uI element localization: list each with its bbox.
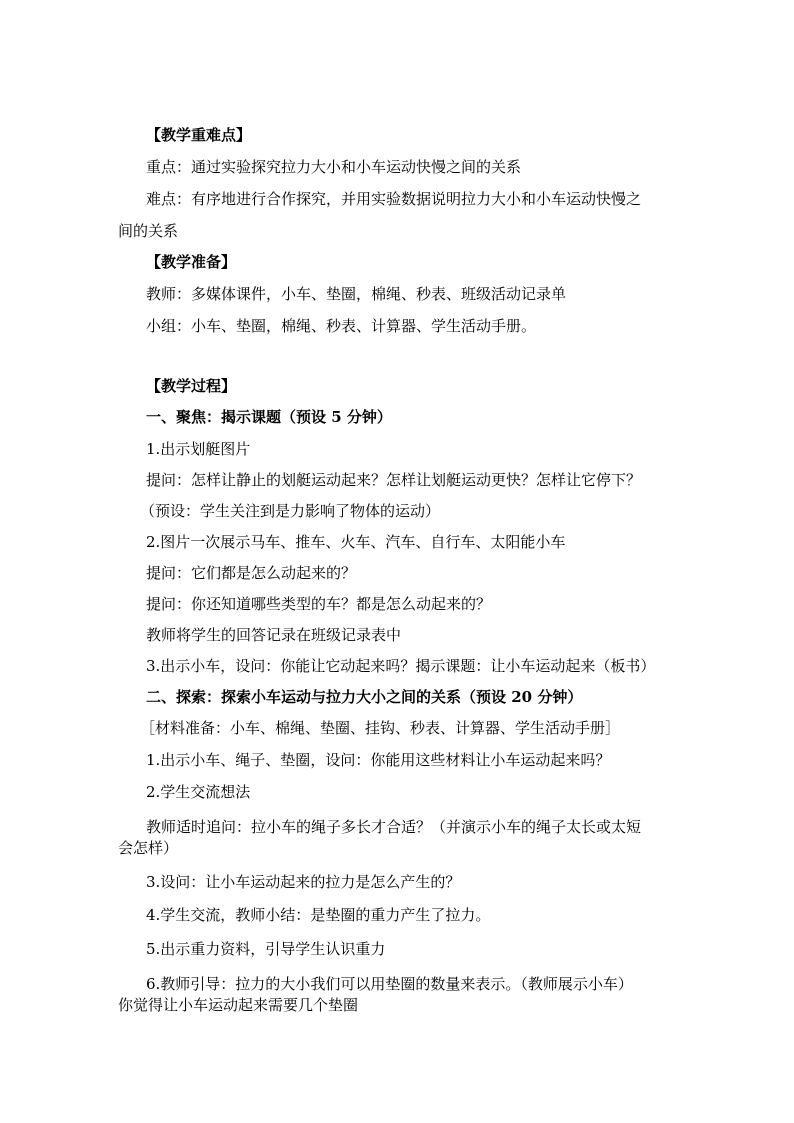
p1-question1: 提问：怎样让静止的划艇运动起来？怎样让划艇运动更快？怎样让它停下？ — [146, 471, 642, 489]
difficult-point-line-2: 间的关系 — [118, 222, 179, 240]
part2-heading: 二、探索：探索小车运动与拉力大小之间的关系（预设 20 分钟） — [146, 688, 583, 706]
process-heading: 【教学过程】 — [146, 377, 237, 395]
p2-step1: 1.出示小车、绳子、垫圈，设问：你能用这些材料让小车运动起来吗？ — [146, 751, 611, 769]
p2-materials: ［材料准备：小车、棉绳、垫圈、挂钩、秒表、计算器、学生活动手册］ — [140, 719, 621, 737]
p1-step1: 1.出示划艇图片 — [146, 440, 251, 458]
p1-question2: 提问：它们都是怎么动起来的？ — [146, 564, 357, 582]
p1-step2: 2.图片一次展示马车、推车、火车、汽车、自行车、太阳能小车 — [146, 533, 566, 551]
p2-step3: 3.设问：让小车运动起来的拉力是怎么产生的？ — [146, 873, 461, 891]
p1-question3: 提问：你还知道哪些类型的车？都是怎么动起来的？ — [146, 595, 492, 613]
p2-step2: 2.学生交流想法 — [146, 783, 251, 801]
p2-followup-line-1: 教师适时追问：拉小车的绳子多长才合适？（并演示小车的绳子太长或太短 — [146, 818, 642, 836]
key-point: 重点：通过实验探究拉力大小和小车运动快慢之间的关系 — [146, 158, 522, 176]
part1-heading: 一、聚焦：揭示课题（预设 5 分钟） — [146, 408, 392, 426]
p2-step6-line-1: 6.教师引导：拉力的大小我们可以用垫圈的数量来表示。（教师展示小车） — [146, 975, 633, 993]
difficulty-heading: 【教学重难点】 — [146, 126, 252, 144]
p2-step6-line-2: 你觉得让小车运动起来需要几个垫圈 — [118, 996, 359, 1014]
difficult-point-line-1: 难点：有序地进行合作探究，并用实验数据说明拉力大小和小车运动快慢之 — [146, 190, 642, 208]
p1-record: 教师将学生的回答记录在班级记录表中 — [146, 626, 402, 644]
prep-teacher: 教师：多媒体课件，小车、垫圈，棉绳、秒表、班级活动记录单 — [146, 285, 567, 303]
p2-step5: 5.出示重力资料，引导学生认识重力 — [146, 940, 386, 958]
p2-step4: 4.学生交流，教师小结：是垫圈的重力产生了拉力。 — [146, 906, 491, 924]
p1-step3: 3.出示小车，设问：你能让它动起来吗？揭示课题：让小车运动起来（板书） — [146, 657, 656, 675]
p1-preset: （预设：学生关注到是力影响了物体的运动） — [140, 502, 441, 520]
prep-heading: 【教学准备】 — [146, 253, 237, 271]
prep-group: 小组：小车、垫圈，棉绳、秒表、计算器、学生活动手册。 — [146, 317, 537, 335]
p2-followup-line-2: 会怎样） — [118, 839, 179, 857]
